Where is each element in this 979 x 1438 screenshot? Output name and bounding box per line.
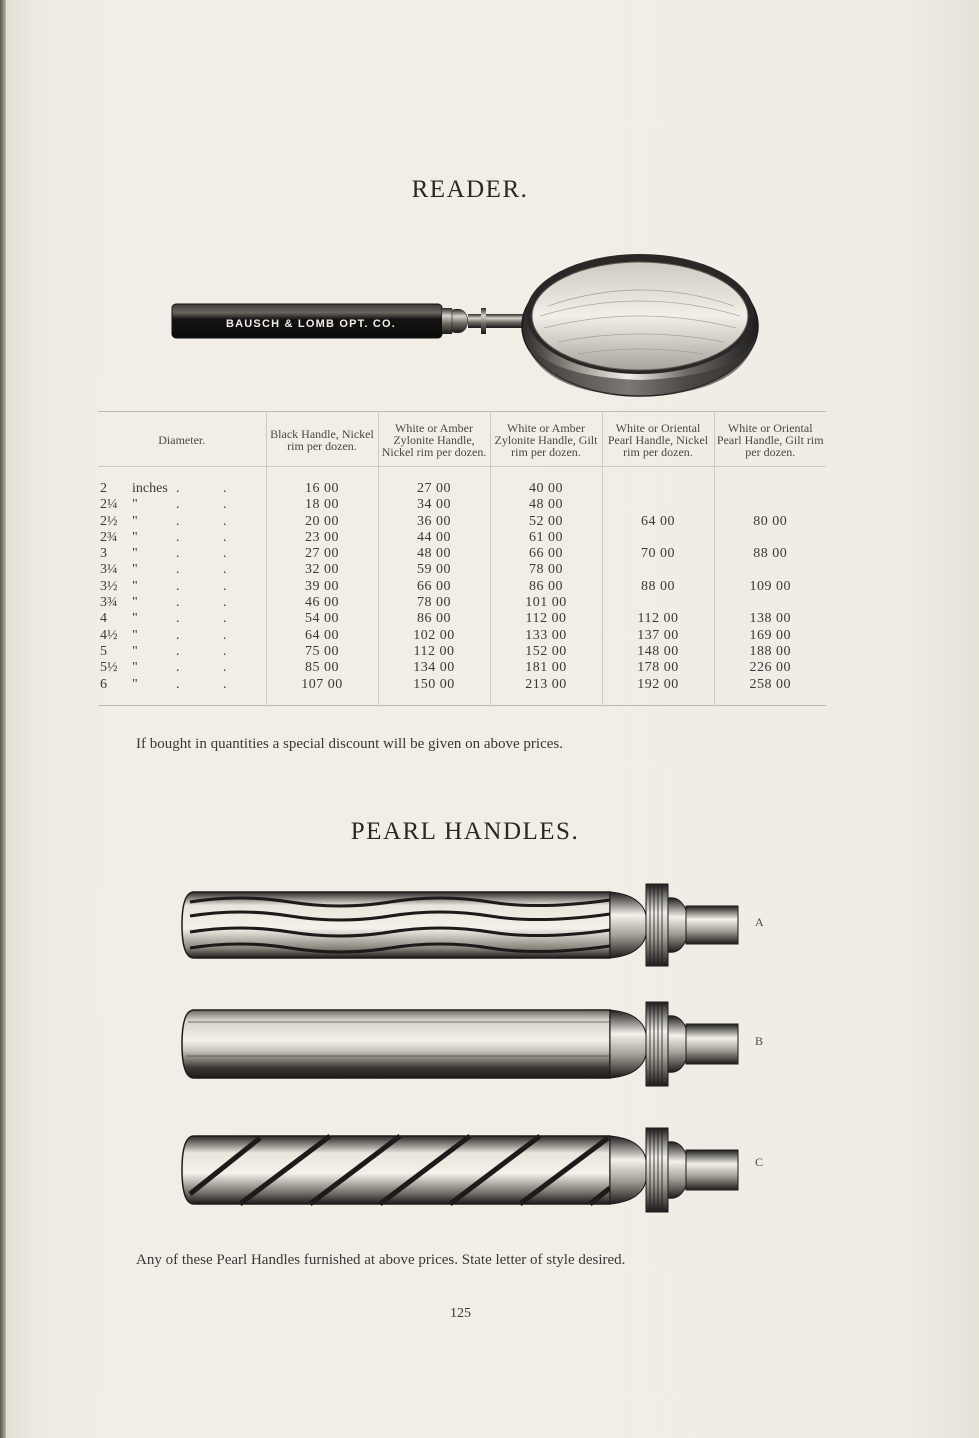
diameter-size: 2½ [100,513,118,529]
price-cell: 112 00 [602,611,714,627]
diameter-unit: " [132,595,138,611]
table-spacer [98,693,826,706]
price-cell: 101 00 [490,595,602,611]
price-cell: 78 00 [378,595,490,611]
price-cell: 107 00 [266,677,378,693]
price-cell: 133 00 [490,628,602,644]
table-row [98,530,826,546]
diameter-unit: " [132,643,138,659]
price-cell [602,595,714,611]
table-row [98,546,826,562]
price-cell: 18 00 [266,497,378,513]
diameter-cell [98,628,266,644]
table-row [98,677,826,693]
price-cell [714,562,826,578]
price-cell: 44 00 [378,530,490,546]
price-cell: 59 00 [378,562,490,578]
table-row [98,644,826,660]
reading-glass-illustration [168,244,768,402]
header-pearl-nickel: White or Oriental Pearl Handle, Nickel rim per dozen. [602,412,714,467]
price-cell: 16 00 [266,481,378,497]
price-cell: 85 00 [266,660,378,676]
diameter-unit: inches [132,481,168,496]
diameter-cell [98,530,266,546]
price-cell: 148 00 [602,644,714,660]
diameter-cell [98,660,266,676]
price-cell: 39 00 [266,579,378,595]
style-letter-c: C [755,1155,764,1169]
diameter-cell [98,481,266,497]
table-row [98,611,826,627]
leader-dots: . . [176,481,247,496]
leader-dots: . . [176,611,247,627]
table-row [98,562,826,578]
diameter-cell [98,644,266,660]
price-cell: 66 00 [378,579,490,595]
diameter-size: 6 [100,676,107,692]
price-cell: 27 00 [378,481,490,497]
price-cell: 36 00 [378,514,490,530]
price-cell: 88 00 [714,546,826,562]
diameter-unit: " [132,660,138,676]
price-cell: 138 00 [714,611,826,627]
diameter-size: 4 [100,611,107,627]
price-cell: 86 00 [490,579,602,595]
diameter-cell [98,497,266,513]
leader-dots: . . [176,595,247,611]
table-row [98,628,826,644]
diameter-size: 3 [100,546,107,562]
price-cell: 48 00 [378,546,490,562]
diameter-unit: " [132,578,138,594]
style-letter-b: B [755,1034,764,1048]
price-cell: 213 00 [490,677,602,693]
diameter-size: 2¾ [100,529,118,545]
price-cell [714,497,826,513]
diameter-unit: " [132,676,138,692]
leader-dots: . . [176,660,247,676]
leader-dots: . . [176,546,247,562]
price-cell [602,481,714,497]
style-letter-a: A [755,915,764,929]
header-pearl-gilt: White or Oriental Pearl Handle, Gilt rim per dozen. [714,412,826,467]
diameter-size: 3½ [100,578,118,594]
price-cell [714,530,826,546]
price-cell: 188 00 [714,644,826,660]
price-cell: 80 00 [714,514,826,530]
price-cell: 48 00 [490,497,602,513]
diameter-cell [98,546,266,562]
diameter-cell [98,562,266,578]
leader-dots: . . [176,643,247,659]
price-cell: 20 00 [266,514,378,530]
price-cell [714,595,826,611]
table-row [98,514,826,530]
price-cell: 64 00 [602,514,714,530]
price-cell: 66 00 [490,546,602,562]
diameter-size: 3¾ [100,595,118,611]
leader-dots: . . [176,676,247,692]
header-diameter: Diameter. [98,412,266,467]
wavy-fluted-handle-illustration [180,880,740,970]
leader-dots: . . [176,627,247,643]
leader-dots: . . [176,578,247,594]
price-cell: 109 00 [714,579,826,595]
diameter-unit: " [132,611,138,627]
leader-dots: . . [176,562,247,578]
price-cell: 86 00 [378,611,490,627]
price-cell: 75 00 [266,644,378,660]
header-zylonite-gilt: White or Amber Zylonite Handle, Gilt rim per dozen. [490,412,602,467]
diameter-cell [98,514,266,530]
price-cell: 61 00 [490,530,602,546]
leader-dots: . . [176,497,247,513]
price-cell: 169 00 [714,628,826,644]
pearl-handles-note: Any of these Pearl Handles furnished at above prices. State letter of style desired. [136,1252,626,1268]
reader-title: READER. [411,176,529,203]
price-cell: 46 00 [266,595,378,611]
diameter-unit: " [132,529,138,545]
diameter-unit: " [132,497,138,513]
price-cell: 54 00 [266,611,378,627]
diameter-cell [98,579,266,595]
price-cell [714,481,826,497]
price-cell: 52 00 [490,514,602,530]
diameter-unit: " [132,562,138,578]
header-black-nickel: Black Handle, Nickel rim per dozen. [266,412,378,467]
diameter-cell [98,677,266,693]
diameter-size: 5 [100,643,107,659]
table-row [98,660,826,676]
price-cell: 181 00 [490,660,602,676]
diameter-size: 3¼ [100,562,118,578]
price-cell: 112 00 [490,611,602,627]
price-table-header-row [98,412,826,467]
diameter-size: 2¼ [100,497,118,513]
price-cell: 32 00 [266,562,378,578]
price-cell: 150 00 [378,677,490,693]
leader-dots: . . [176,513,247,529]
table-row [98,481,826,497]
price-cell: 137 00 [602,628,714,644]
diameter-cell [98,595,266,611]
table-spacer [98,467,826,482]
price-cell: 258 00 [714,677,826,693]
diameter-size: 4½ [100,627,118,643]
header-zylonite-nickel: White or Amber Zylonite Handle, Nickel rim per dozen. [378,412,490,467]
price-cell: 34 00 [378,497,490,513]
price-cell: 226 00 [714,660,826,676]
price-cell: 112 00 [378,644,490,660]
price-cell: 192 00 [602,677,714,693]
handle-inscription: BAUSCH & LOMB OPT. CO. [226,318,397,330]
price-cell: 40 00 [490,481,602,497]
discount-note: If bought in quantities a special discount will be given on above prices. [136,736,563,752]
price-cell: 64 00 [266,628,378,644]
price-table [98,411,826,706]
table-row [98,497,826,513]
spiral-twisted-handle-illustration [180,1124,740,1214]
price-cell: 23 00 [266,530,378,546]
price-cell: 70 00 [602,546,714,562]
diameter-size: 5½ [100,660,118,676]
pearl-handles-title: PEARL HANDLES. [350,818,580,845]
price-cell: 102 00 [378,628,490,644]
diameter-unit: " [132,546,138,562]
table-row [98,579,826,595]
price-cell: 152 00 [490,644,602,660]
diameter-unit: " [132,513,138,529]
price-cell: 88 00 [602,579,714,595]
diameter-cell [98,611,266,627]
price-cell: 78 00 [490,562,602,578]
price-cell: 27 00 [266,546,378,562]
diameter-size: 2 [100,481,107,496]
price-cell [602,562,714,578]
price-cell: 178 00 [602,660,714,676]
price-cell [602,497,714,513]
price-cell: 134 00 [378,660,490,676]
diameter-unit: " [132,627,138,643]
page-number: 125 [450,1306,471,1321]
table-row [98,595,826,611]
binding-edge [0,0,6,1438]
octagonal-handle-illustration [180,998,740,1088]
price-cell [602,530,714,546]
leader-dots: . . [176,529,247,545]
